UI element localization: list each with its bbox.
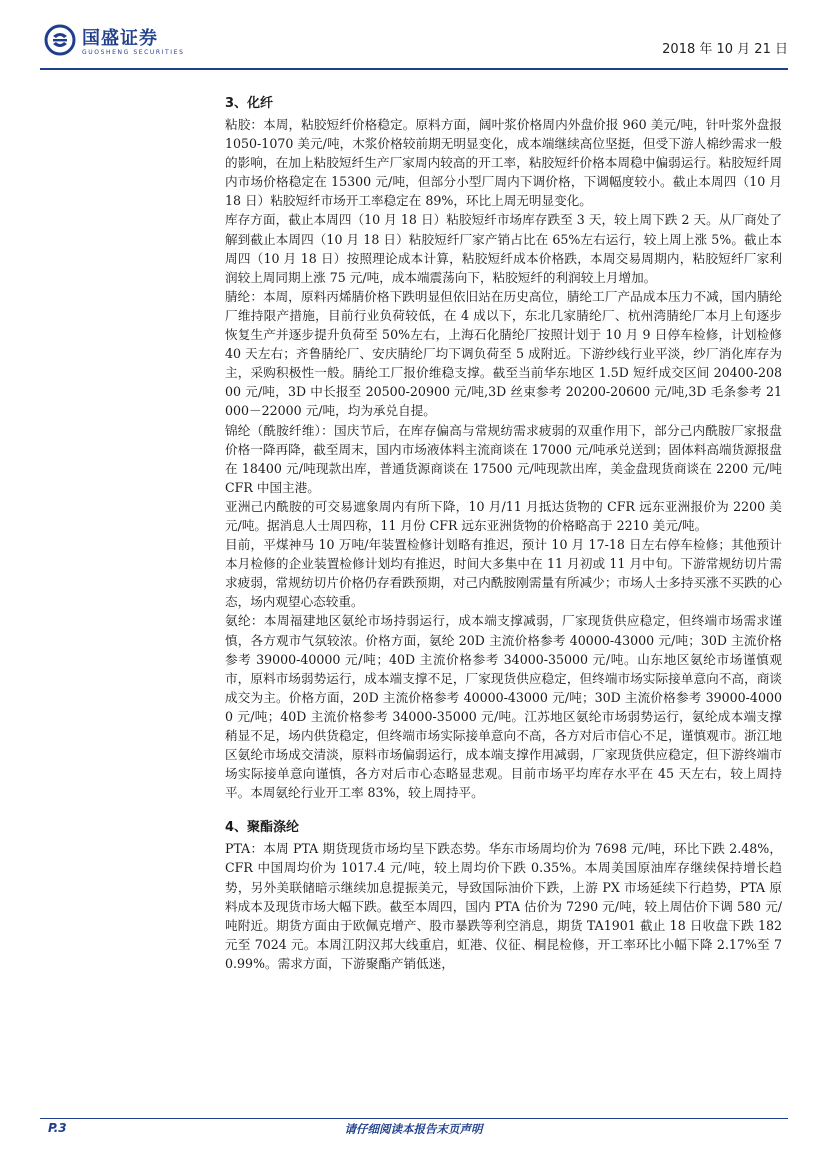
footer-disclaimer: 请仔细阅读本报告末页声明 (344, 1122, 483, 1136)
paragraph-viscose-inventory: 库存方面，截止本周四（10 月 18 日）粘胶短纤市场库存跌至 3 天，较上周下跌 2 天。从厂商处了解到截止本周四（10 月 18 日）粘胶短纤厂家产销占比在 65%左右运行，较上周上涨 5%。截止本周四（10 月 18 日）按照理论成本计算，粘胶短纤成本价格跌，本周交易周期内，粘胶短纤厂家利润较上周同期上涨 75 元/吨，成本端震荡向下，粘胶短纤的利润较上月增加。 (225, 212, 782, 285)
section-title-chemical-fiber: 3、化纤 (225, 96, 274, 111)
brand-name-en: GUOSHENG SECURITIES (82, 49, 185, 56)
footer-divider (40, 1118, 788, 1119)
page-header (40, 22, 788, 66)
logo-mark-icon (44, 24, 76, 56)
section-title-polyester: 4、聚酯涤纶 (225, 820, 300, 836)
paragraph-nylon: 锦纶（酰胺纤维）：国庆节后，在库存偏高与常规纺需求疲弱的双重作用下，部分己内酰胺厂家报盘价格一降再降，截至周末，国内市场液体料主流商谈在 17000 元/吨承兑送到；固体料高端货源报盘在 18400 元/吨现款出库，普通货源商谈在 17500 元/吨现款出库，美金盘现货商谈在 2200 元/吨 CFR 中国主港。 (225, 422, 782, 495)
paragraph-viscose: 粘胶：本周，粘胶短纤价格稳定。原料方面，阔叶浆价格周内外盘价报 960 美元/吨，针叶浆外盘报 1050-1070 美元/吨，木浆价格较前期无明显变化，成本端继续高位坚挺，但受下游人棉纱需求一般的影响，在加上粘胶短纤生产厂家周内较高的开工率，粘胶短纤价格本周稳中偏弱运行。粘胶短纤周内市场价格稳定在 15300 元/吨，但部分小型厂周内下调价格，下调幅度较小。截止本周四（10 月 18 日）粘胶短纤市场开工率稳定在 89%，环比上周无明显变化。 (225, 117, 782, 209)
paragraph-acrylic: 腈纶：本周，原料丙烯腈价格下跌明显但依旧站在历史高位，腈纶工厂产品成本压力不减，国内腈纶厂维持限产措施，目前行业负荷较低，在 4 成以下，东北几家腈纶厂、杭州湾腈纶厂本月上旬逐步恢复生产并逐步提升负荷至 50%左右，上海石化腈纶厂按照计划于 10 月 9 日停车检修，计划检修 40 天左右；齐鲁腈纶厂、安庆腈纶厂均下调负荷至 5 成附近。下游纱线行业平淡，纱厂消化库存为主，采购积极性一般。腈纶工厂报价维稳支撑。截至当前华东地区 1.5D 短纤成交区间 20400-20800 元/吨，3D 中长报至 20500-20900 元/吨,3D 丝束参考 20200-20600 元/吨,3D 毛条参考 21000－22000 元/吨，均为承兑自提。 (225, 288, 782, 419)
header-divider (40, 68, 788, 70)
section-gap (225, 802, 782, 818)
report-date: 2018 年 10 月 21 日 (662, 42, 788, 57)
page-number: P.3 (48, 1121, 67, 1135)
paragraph-caprolactam-asia: 亚洲己内酰胺的可交易遮象周内有所下降，10 月/11 月抵达货物的 CFR 远东亚洲报价为 2200 美元/吨。据消息人士周四称，11 月份 CFR 远东亚洲货物的价格略高于 2210 美元/吨。 (225, 498, 782, 533)
paragraph-caprolactam-maintenance: 目前，平煤神马 10 万吨/年装置检修计划略有推迟，预计 10 月 17-18 日左右停车检修；其他预计本月检修的企业装置检修计划均有推迟，时间大多集中在 11 月初或 11 月中旬。下游常规纺切片需求疲弱，常规纺切片价格仍存看跌预期，对己内酰胺刚需量有所减少；市场人士多持买涨不买跌的心态，场内观望心态较重。 (225, 537, 782, 610)
brand-name-cn: 国盛证券 (82, 28, 158, 49)
paragraph-pta: PTA：本周 PTA 期货现货市场均呈下跌态势。华东市场周均价为 7698 元/吨，环比下跌 2.48%，CFR 中国周均价为 1017.4 元/吨，较上周均价下跌 0.35%。本周美国原油库存继续保持增长趋势，另外美联储暗示继续加息提振美元，导致国际油价下跌，上游 PX 市场延续下行趋势，PTA 原料成本及现货市场大幅下跌。截至本周四，国内 PTA 估价为 7290 元/吨，较上周估价下调 580 元/吨附近。期货方面由于欧佩克增产、股市暴跌等利空消息，期货 TA1901 截止 18 日收盘下跌 182 元至 7024 元。本周江阴汉邦大线重启，虹港、仪征、桐昆检修，开工率环比小幅下降 2.17%至 70.99%。需求方面，下游聚酯产销低迷， (225, 841, 782, 971)
report-body (225, 94, 782, 973)
company-logo (44, 22, 244, 66)
paragraph-spandex: 氨纶：本周福建地区氨纶市场持弱运行，成本端支撑减弱，厂家现货供应稳定，但终端市场需求谨慎，各方观市气氛较浓。价格方面，氨纶 20D 主流价格参考 40000-43000 元/吨；30D 主流价格参考 39000-40000 元/吨；40D 主流价格参考 34000-35000 元/吨。山东地区氨纶市场谨慎观市，原料市场弱势运行，成本端支撑不足，厂家现货供应稳定，但终端市场实际接单意向不高，商谈成交为主。价格方面，20D 主流价格参考 40000-43000 元/吨；30D 主流价格参考 39000-40000 元/吨；40D 主流价格参考 34000-35000 元/吨。江苏地区氨纶市场弱势运行，氨纶成本端支撑稍显不足，场内供货稳定，但终端市场实际接单意向不高，各方对后市信心不足，谨慎观市。浙江地区氨纶市场成交清淡，原料市场偏弱运行，成本端支撑作用减弱，厂家现货供应稳定，但下游终端市场实际接单意向谨慎，各方对后市心态略显悲观。目前市场平均库存水平在 45 天左右，较上周持平。本周氨纶行业开工率 83%，较上周持平。 (225, 613, 782, 801)
